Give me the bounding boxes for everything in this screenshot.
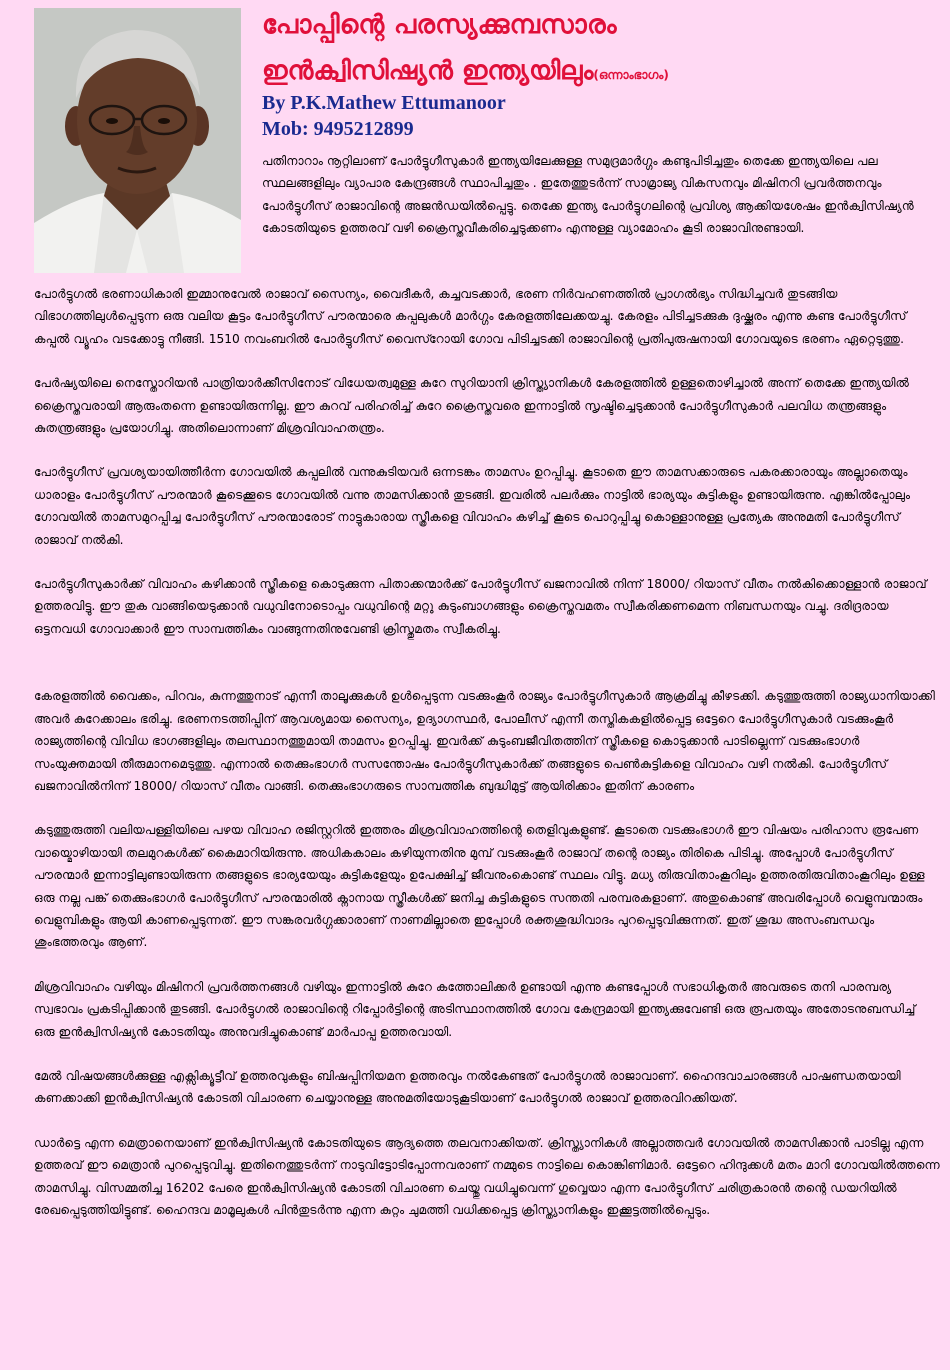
author-photo — [34, 8, 241, 273]
article-subtitle — [262, 56, 669, 87]
subtitle-text: ഇൻക്വിസിഷ്യൻ ഇന്ത്യയിലും — [262, 56, 594, 86]
article-title: പോപ്പിന്റെ പരസ്യക്കുമ്പസാരം — [262, 10, 617, 40]
paragraph-1: പോർട്ടുഗൽ ഭരണാധികാരി ഇമ്മാനുവേൽ രാജാവ് സൈന്യം, വൈദീകർ, കച്ചവടക്കാർ, ഭരണ നിർവഹണത്തിൽ പ്രാഗൽഭ്യം സിദ്ധിച്ചവർ തുടങ്ങിയ വിഭാഗത്തിലുൾപ്പെടുന്ന ഒരു വലിയ കൂട്ടം പോർട്ടുഗീസ് പൗരന്മാരെ കപ്പലുകൾ മാർഗ്ഗം കേരളത്തിലേക്കയച്ചു. കേരളം പിടിച്ചടക്കുക ദുഷ്ക്കരം എന്നു കണ്ട പോർട്ടുഗീസ് കപ്പൽ വ്യൂഹം വടക്കോട്ടു നീങ്ങി. 1510 നവംബറിൽ പോർട്ടുഗീസ് വൈസ്റോയി ഗോവ പിടിച്ചടക്കി രാജാവിന്റെ പ്രതിപുരുഷനായി ഗോവയുടെ ഭരണം ഏറ്റെടുത്തു. — [34, 287, 907, 346]
paragraph-6: കടുത്തുരുത്തി വലിയപള്ളിയിലെ പഴയ വിവാഹ രജിസ്റ്ററിൽ ഇത്തരം മിശ്രവിവാഹത്തിന്റെ തെളിവുകളുണ്ട്. കൂടാതെ വടക്കുംഭാഗർ ഈ വിഷയം പരിഹാസ രൂപേണ വായ്മൊഴിയായി തലമുറകൾക്ക് കൈമാറിയിരുന്നു. അധികകാലം കഴിയുന്നതിനു മുമ്പ് വടക്കുംകൂർ രാജാവ് തന്റെ രാജ്യം തിരികെ പിടിച്ചു. അപ്പോൾ പോർട്ടുഗീസ് പൗരന്മാർ ഇന്നാട്ടിലുണ്ടായിരുന്ന തങ്ങളുടെ ഭാര്യയേയും കുട്ടികളേയും ഉപേക്ഷിച്ച് ജീവനുംകൊണ്ട് സ്ഥലം വിട്ടു. മധ്യ തിരുവിതാംകൂറിലും ഉത്തരതിരുവിതാംകൂറിലും ഉള്ള ഒരു നല്ല പങ്ക് തെക്കുംഭാഗർ പോർട്ടുഗീസ് പൗരന്മാരിൽ ക്നാനായ സ്ത്രീകൾക്ക് ജനിച്ച കുട്ടികളുടെ സന്തതി പരമ്പരകളാണ്. അതുകൊണ്ട് അവരിപ്പോൾ വെളുമ്പന്മാരും വെളുമ്പികളും ആയി കാണപ്പെടുന്നത്. ഈ സങ്കരവർഗ്ഗക്കാരാണ് നാണമില്ലാതെ ഇപ്പോൾ രക്തശുദ്ധിവാദം പുറപ്പെടുവിക്കുന്നത്. ഇത് ശുദ്ധ അസംബന്ധവും ശുംഭത്തരവും ആണ്. — [34, 823, 925, 950]
paragraph-4: പോർട്ടുഗീസുകാർക്ക് വിവാഹം കഴിക്കാൻ സ്ത്രീകളെ കൊടുക്കുന്ന പിതാക്കന്മാർക്ക് പോർട്ടുഗീസ് ഖജനാവിൽ നിന്ന് 18000/ റിയാസ് വീതം നൽകിക്കൊള്ളാൻ രാജാവ് ഉത്തരവിട്ടു. ഈ തുക വാങ്ങിയെടുക്കാൻ വധുവിനോടൊപ്പം വധുവിന്റെ മറ്റു കുടുംബാഗങ്ങളും ക്രൈസ്തവമതം സ്വീകരിക്കണമെന്ന നിബന്ധനയും വച്ചു. ദരിദ്രരായ ഒട്ടനവധി ഗോവാക്കാർ ഈ സാമ്പത്തികം വാങ്ങുന്നതിനുവേണ്ടി ക്രിസ്തുമതം സ്വീകരിച്ചു. — [34, 577, 927, 636]
paragraph-8: മേൽ വിഷയങ്ങൾക്കുള്ള എക്സിക്യൂട്ടീവ് ഉത്തരവുകളും ബിഷപ്പിനിയമന ഉത്തരവും നൽകേണ്ടത് പോർട്ടുഗൽ രാജാവാണ്. ഹൈന്ദവാചാരങ്ങൾ പാഷണ്ഡതയായി കണക്കാക്കി ഇൻക്വിസിഷ്യൻ കോടതി വിചാരണ ചെയ്യാനുള്ള അനുമതിയോടുകൂടിയാണ് പോർട്ടുഗൽ രാജാവ് ഉത്തരവിറക്കിയത്. — [34, 1068, 901, 1106]
paragraph-3: പോർട്ടുഗീസ് പ്രവശ്യയായിത്തീർന്ന ഗോവയിൽ കപ്പലിൽ വന്നുകുടിയവർ ഒന്നടങ്കം താമസം ഉറപ്പിച്ചു. കൂടാതെ ഈ താമസക്കാരുടെ പകരക്കാരായും അല്ലാതെയും ധാരാളം പോർട്ടുഗീസ് പൗരന്മാർ കൂടെക്കൂടെ ഗോവയിൽ വന്നു താമസിക്കാൻ തുടങ്ങി. ഇവരിൽ പലർക്കും നാട്ടിൽ ഭാര്യയും കുട്ടികളും ഉണ്ടായിരുന്നു. എങ്കിൽപ്പോലും ഗോവയിൽ താമസമുറപ്പിച്ച പോർട്ടുഗീസ് പൗരന്മാരോട് നാട്ടുകാരായ സ്ത്രീകളെ വിവാഹം കഴിച്ച് കൂടെ പൊറുപ്പിച്ചു കൊള്ളാനുള്ള പ്രത്യേക അനുമതി പോർട്ടുഗീസ് രാജാവ് നൽകി. — [34, 465, 911, 547]
author-mobile: Mob: 9495212899 — [262, 118, 414, 140]
author-byline: By P.K.Mathew Ettumanoor — [262, 92, 506, 114]
author-portrait-image — [34, 8, 241, 273]
paragraph-9: ഡാർട്ടെ എന്ന മെത്രാനെയാണ് ഇൻക്വിസിഷ്യൻ കോടതിയുടെ ആദ്യത്തെ തലവനാക്കിയത്. ക്രിസ്ത്യാനികൾ അല്ലാത്തവർ ഗോവയിൽ താമസിക്കാൻ പാടില്ല എന്ന ഉത്തരവ് ഈ മെത്രാൻ പുറപ്പെടുവിച്ചു. ഇതിനെത്തുടർന്ന് നാടുവിട്ടോടിപ്പോന്നവരാണ് നമ്മുടെ നാട്ടിലെ കൊങ്കിണിമാർ. ഒട്ടേറെ ഹിന്ദുക്കൾ മതം മാറി ഗോവയിൽത്തന്നെ താമസിച്ചു. വിസമ്മതിച്ച 16202 പേരെ ഇൻക്വിസിഷ്യൻ കോടതി വിചാരണ ചെയ്തു വധിച്ചുവെന്ന് ഗുവ്വെയാ എന്ന പോർട്ടുഗീസ് ചരിത്രകാരൻ തന്റെ ഡയറിയിൽ രേഖപ്പെടുത്തിയിട്ടുണ്ട്. ഹൈന്ദവ മാമൂലുകൾ പിൻതുടർന്നു എന്ന കുറ്റം ചുമത്തി വധിക്കപ്പെട്ട ക്രിസ്ത്യാനികളും ഇക്കൂട്ടത്തിൽപ്പെടും. — [34, 1135, 940, 1217]
intro-paragraph: പതിനാറാം നൂറ്റിലാണ് പോർട്ടുഗീസുകാർ ഇന്ത്യയിലേക്കുള്ള സമുദ്രമാർഗ്ഗം കണ്ടുപിടിച്ചതും തെക്കേ ഇന്ത്യയിലെ പല സ്ഥലങ്ങളിലും വ്യാപാര കേന്ദ്രങ്ങൾ സ്ഥാപിച്ചതും . ഇതേത്തുടർന്ന് സാമ്രാജ്യ വികസനവും മിഷിനറി പ്രവർത്തനവും പോർട്ടുഗീസ് രാജാവിന്റെ അജൻഡയിൽപ്പെട്ടു. തെക്കേ ഇന്ത്യ പോർട്ടുഗലിന്റെ പ്രവിശ്യ ആക്കിയശേഷം ഇൻക്വിസിഷ്യൻ കോടതിയുടെ ഉത്തരവ് വഴി ക്രൈസ്തവീകരിച്ചെടുക്കണം എന്നുള്ള വ്യാമോഹം കൂടി രാജാവിനുണ്ടായി. — [262, 154, 914, 236]
part-label: (ഒന്നാംഭാഗം) — [593, 68, 669, 82]
paragraph-7: മിശ്രവിവാഹം വഴിയും മിഷിനറി പ്രവർത്തനങ്ങൾ വഴിയും ഇന്നാട്ടിൽ കുറേ കത്തോലിക്കർ ഉണ്ടായി എന്നു കണ്ടപ്പോൾ സഭാധികൃതർ അവരുടെ തനി പാരമ്പര്യ സ്വഭാവം പ്രകടിപ്പിക്കാൻ തുടങ്ങി. പോർട്ടുഗൽ രാജാവിന്റെ റിപ്പോർട്ടിന്റെ അടിസ്ഥാനത്തിൽ ഗോവ കേന്ദ്രമായി ഇന്ത്യക്കുവേണ്ടി ഒരു രൂപതയും അതോടനുബന്ധിച്ച് ഒരു ഇൻക്വിസിഷ്യൻ കോടതിയും അനുവദിച്ചുകൊണ്ട് മാർപാപ്പ ഉത്തരവായി. — [34, 979, 916, 1039]
paragraph-2: പേർഷ്യയിലെ നെസ്തോറിയൻ പാത്രിയാർക്കീസിനോട് വിധേയത്വമുള്ള കുറേ സുറിയാനി ക്രിസ്ത്യാനികൾ കേരളത്തിൽ ഉള്ളതൊഴിച്ചാൽ അന്ന് തെക്കേ ഇന്ത്യയിൽ ക്രൈസ്തവരായി ആരുംതന്നെ ഉണ്ടായിരുന്നില്ല. ഈ കുറവ് പരിഹരിച്ച് കുറേ ക്രൈസ്തവരെ ഇന്നാട്ടിൽ സൃഷ്ടിച്ചെടുക്കാൻ പോർട്ടുഗീസുകാർ പലവിധ തന്ത്രങ്ങളും കുതന്ത്രങ്ങളും പ്രയോഗിച്ചു. അതിലൊന്നാണ് മിശ്രവിവാഹതന്ത്രം. — [34, 376, 910, 436]
paragraph-5: കേരളത്തിൽ വൈക്കം, പിറവം, കുന്നത്തുനാട് എന്നീ താലൂക്കുകൾ ഉൾപ്പെടുന്ന വടക്കുംകൂർ രാജ്യം പോർട്ടുഗീസുകാർ ആക്രമിച്ചു കീഴടക്കി. കടുത്തുരുത്തി രാജ്യധാനിയാക്കി അവർ കുറേക്കാലം ഭരിച്ചു. ഭരണനടത്തിപ്പിന് ആവശ്യമായ സൈന്യം, ഉദ്യാഗസ്ഥർ, പോലീസ് എന്നീ തസ്തികകളിൽപ്പെട്ട ഒട്ടേറെ പോർട്ടുഗീസുകാർ വടക്കുംകൂർ രാജ്യത്തിന്റെ വിവിധ ഭാഗങ്ങളിലും തലസ്ഥാനത്തുമായി താമസം ഉറപ്പിച്ചു. ഇവർക്ക് കുടുംബജീവിതത്തിന് സ്ത്രീകളെ കൊടുക്കാൻ പാടില്ലെന്ന് വടക്കുംഭാഗർ സംയുക്തമായി തീരുമാനമെടുത്തു. എന്നാൽ തെക്കുംഭാഗർ സസന്തോഷം പോർട്ടുഗീസുകാർക്ക് തങ്ങളുടെ പെൺകുട്ടികളെ വിവാഹം വഴി നൽകി. പോർട്ടുഗീസ് ഖജനാവിൽനിന്ന് 18000/ റിയാസ് വീതം വാങ്ങി. തെക്കുംഭാഗരുടെ സാമ്പത്തിക ബുദ്ധിമുട്ട് ആയിരിക്കാം ഇതിന് കാരണം — [34, 689, 935, 793]
article-body — [34, 283, 940, 1243]
